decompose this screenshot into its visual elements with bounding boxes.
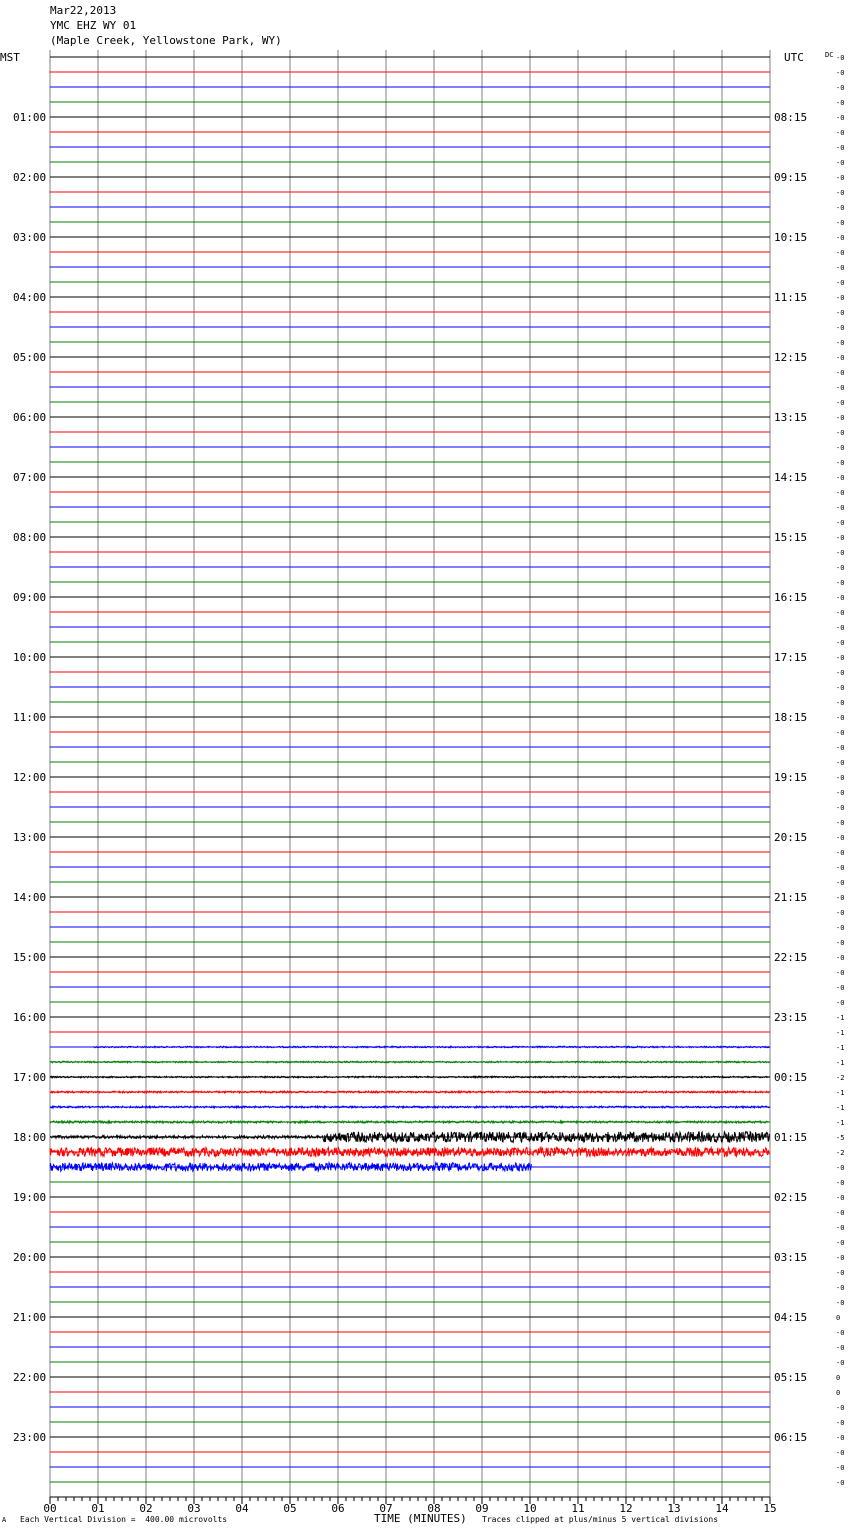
scale-note: Each Vertical Division = 400.00 microvolts (20, 1515, 228, 1524)
dc-offset-label: -1 (836, 1119, 845, 1127)
dc-offset-label: -0 (836, 144, 845, 152)
mst-hour-label: 10:00 (13, 651, 47, 664)
mst-hour-label: 14:00 (13, 891, 47, 904)
dc-offset-label: -0 (836, 549, 845, 557)
dc-offset-label: -0 (836, 654, 845, 662)
dc-offset-label: -0 (836, 804, 845, 812)
x-tick-label: 03 (187, 1502, 201, 1515)
dc-offset-label: -0 (836, 939, 845, 947)
utc-hour-label: 13:15 (774, 411, 808, 424)
dc-offset-label: -0 (836, 909, 845, 917)
dc-offset-label: -1 (836, 1104, 845, 1112)
dc-offset-label: -0 (836, 1359, 845, 1367)
dc-offset-label: -0 (836, 189, 845, 197)
utc-hour-label: 10:15 (774, 231, 808, 244)
mst-hour-label: 09:00 (13, 591, 47, 604)
utc-hour-label: 20:15 (774, 831, 808, 844)
utc-hour-label: 15:15 (774, 531, 808, 544)
mst-hour-label: 07:00 (13, 471, 47, 484)
header-location: (Maple Creek, Yellowstone Park, WY) (50, 34, 282, 47)
x-tick-label: 15 (763, 1502, 777, 1515)
dc-offset-label: -0 (836, 564, 845, 572)
dc-offset-label: -0 (836, 669, 845, 677)
dc-offset-label: -0 (836, 264, 845, 272)
dc-offset-label: -0 (836, 414, 845, 422)
dc-offset-label: -0 (836, 849, 845, 857)
mst-hour-label: 20:00 (13, 1251, 47, 1264)
utc-hour-label: 00:15 (774, 1071, 808, 1084)
dc-offset-label: 0 (836, 1374, 841, 1382)
dc-offset-label: -0 (836, 384, 845, 392)
seismic-trace (50, 1106, 769, 1108)
dc-offset-label: -0 (836, 219, 845, 227)
x-tick-label: 09 (475, 1502, 489, 1515)
dc-offset-label: -0 (836, 369, 845, 377)
dc-offset-label: -0 (836, 1254, 845, 1262)
mst-hour-label: 02:00 (13, 171, 47, 184)
dc-offset-label: -0 (836, 1269, 845, 1277)
x-tick-label: 11 (571, 1502, 585, 1515)
dc-offset-label: -0 (836, 534, 845, 542)
dc-offset-label: -0 (836, 999, 845, 1007)
mst-hour-label: 21:00 (13, 1311, 47, 1324)
dc-offset-label: -1 (836, 1089, 845, 1097)
dc-offset-label: -0 (836, 639, 845, 647)
dc-offset-label: -0 (836, 1239, 845, 1247)
dc-offset-label: -1 (836, 1059, 845, 1067)
dc-offset-label: -0 (836, 69, 845, 77)
utc-hour-label: 06:15 (774, 1431, 808, 1444)
dc-offset-label: -0 (836, 84, 845, 92)
x-tick-label: 10 (523, 1502, 537, 1515)
dc-offset-label: -0 (836, 159, 845, 167)
x-tick-label: 07 (379, 1502, 393, 1515)
utc-hour-label: 09:15 (774, 171, 808, 184)
mst-hour-label: 06:00 (13, 411, 47, 424)
dc-offset-label: -0 (836, 1464, 845, 1472)
x-tick-label: 02 (139, 1502, 153, 1515)
dc-offset-label: -0 (836, 174, 845, 182)
clip-note: Traces clipped at plus/minus 5 vertical divisions (482, 1515, 719, 1524)
x-axis-title: TIME (MINUTES) (374, 1512, 467, 1525)
dc-offset-label: -0 (836, 1179, 845, 1187)
dc-offset-label: -0 (836, 789, 845, 797)
dc-offset-label: -0 (836, 609, 845, 617)
dc-offset-label: -0 (836, 1479, 845, 1487)
dc-offset-label: -0 (836, 234, 845, 242)
utc-hour-label: 05:15 (774, 1371, 808, 1384)
seismic-trace (50, 1163, 532, 1171)
dc-offset-label: -1 (836, 1044, 845, 1052)
mst-hour-label: 15:00 (13, 951, 47, 964)
dc-offset-label: -0 (836, 444, 845, 452)
mst-hour-label: 16:00 (13, 1011, 47, 1024)
dc-offset-label: -0 (836, 774, 845, 782)
mst-hour-label: 19:00 (13, 1191, 47, 1204)
dc-offset-label: -0 (836, 1209, 845, 1217)
mst-hour-label: 13:00 (13, 831, 47, 844)
seismic-trace (50, 1121, 769, 1123)
dc-header-label: DC (825, 51, 834, 59)
dc-offset-label: -0 (836, 984, 845, 992)
mst-hour-label: 03:00 (13, 231, 47, 244)
mst-hour-label: 17:00 (13, 1071, 47, 1084)
utc-hour-label: 16:15 (774, 591, 808, 604)
dc-offset-label: -5 (836, 1134, 845, 1142)
dc-offset-label: -0 (836, 114, 845, 122)
seismic-trace (50, 1132, 769, 1142)
dc-offset-label: -0 (836, 279, 845, 287)
mst-hour-label: 11:00 (13, 711, 47, 724)
dc-offset-label: -0 (836, 579, 845, 587)
mst-hour-label: 01:00 (13, 111, 47, 124)
utc-hour-label: 18:15 (774, 711, 808, 724)
dc-offset-label: -0 (836, 1404, 845, 1412)
dc-offset-label: -0 (836, 879, 845, 887)
utc-hour-label: 11:15 (774, 291, 808, 304)
dc-offset-label: -0 (836, 714, 845, 722)
utc-hour-label: 17:15 (774, 651, 808, 664)
dc-offset-label: -0 (836, 1284, 845, 1292)
dc-offset-label: -0 (836, 594, 845, 602)
dc-offset-label: -0 (836, 1299, 845, 1307)
header-station: YMC EHZ WY 01 (50, 19, 137, 32)
dc-offset-label: -0 (836, 1329, 845, 1337)
corner-mark: A (2, 1516, 7, 1524)
utc-hour-label: 01:15 (774, 1131, 808, 1144)
dc-offset-label: -0 (836, 519, 845, 527)
utc-hour-label: 02:15 (774, 1191, 808, 1204)
dc-offset-label: 0 (836, 1389, 841, 1397)
dc-offset-label: -0 (836, 699, 845, 707)
utc-hour-label: 08:15 (774, 111, 808, 124)
utc-hour-label: 14:15 (774, 471, 808, 484)
dc-offset-label: -1 (836, 1014, 845, 1022)
dc-offset-label: -0 (836, 399, 845, 407)
dc-offset-label: -0 (836, 99, 845, 107)
dc-offset-label: -0 (836, 129, 845, 137)
dc-offset-label: -2 (836, 1149, 845, 1157)
dc-offset-label: -0 (836, 204, 845, 212)
mst-hour-label: 23:00 (13, 1431, 47, 1444)
x-tick-label: 08 (427, 1502, 441, 1515)
utc-hour-label: 23:15 (774, 1011, 808, 1024)
mst-hour-label: 18:00 (13, 1131, 47, 1144)
left-zone-label: MST (0, 51, 20, 64)
dc-offset-label: -0 (836, 309, 845, 317)
x-tick-label: 05 (283, 1502, 297, 1515)
dc-offset-label: -0 (836, 744, 845, 752)
label-layer (13, 54, 844, 1515)
dc-offset-label: -0 (836, 729, 845, 737)
mst-hour-label: 05:00 (13, 351, 47, 364)
dc-offset-label: -0 (836, 54, 845, 62)
x-tick-label: 00 (43, 1502, 57, 1515)
dc-offset-label: -0 (836, 954, 845, 962)
mst-hour-label: 12:00 (13, 771, 47, 784)
x-tick-label: 01 (91, 1502, 105, 1515)
utc-hour-label: 03:15 (774, 1251, 808, 1264)
dc-offset-label: -0 (836, 429, 845, 437)
dc-offset-label: -0 (836, 294, 845, 302)
dc-offset-label: -0 (836, 1194, 845, 1202)
x-tick-label: 04 (235, 1502, 249, 1515)
dc-offset-label: -0 (836, 924, 845, 932)
utc-hour-label: 21:15 (774, 891, 808, 904)
dc-offset-label: -0 (836, 1224, 845, 1232)
x-tick-label: 06 (331, 1502, 345, 1515)
dc-offset-label: -0 (836, 834, 845, 842)
dc-offset-label: -0 (836, 324, 845, 332)
dc-offset-label: -0 (836, 504, 845, 512)
dc-offset-label: -0 (836, 339, 845, 347)
dc-offset-label: -0 (836, 249, 845, 257)
utc-hour-label: 19:15 (774, 771, 808, 784)
dc-offset-label: -0 (836, 969, 845, 977)
right-zone-label: UTC (784, 51, 804, 64)
dc-offset-label: -0 (836, 354, 845, 362)
mst-hour-label: 08:00 (13, 531, 47, 544)
dc-offset-label: -0 (836, 819, 845, 827)
dc-offset-label: -0 (836, 1344, 845, 1352)
dc-offset-label: -0 (836, 1434, 845, 1442)
utc-hour-label: 12:15 (774, 351, 808, 364)
dc-offset-label: -0 (836, 1449, 845, 1457)
mst-hour-label: 22:00 (13, 1371, 47, 1384)
dc-offset-label: -0 (836, 459, 845, 467)
header-date: Mar22,2013 (50, 4, 117, 17)
dc-offset-label: -0 (836, 759, 845, 767)
mst-hour-label: 04:00 (13, 291, 47, 304)
dc-offset-label: 0 (836, 1314, 841, 1322)
x-tick-label: 12 (619, 1502, 633, 1515)
dc-offset-label: -1 (836, 1029, 845, 1037)
utc-hour-label: 04:15 (774, 1311, 808, 1324)
utc-hour-label: 22:15 (774, 951, 808, 964)
dc-offset-label: -0 (836, 474, 845, 482)
dc-offset-label: -0 (836, 1164, 845, 1172)
dc-offset-label: -2 (836, 1074, 845, 1082)
dc-offset-label: -0 (836, 684, 845, 692)
x-tick-label: 13 (667, 1502, 681, 1515)
dc-offset-label: -0 (836, 624, 845, 632)
dc-offset-label: -0 (836, 489, 845, 497)
dc-offset-label: -0 (836, 1419, 845, 1427)
dc-offset-label: -0 (836, 864, 845, 872)
dc-offset-label: -0 (836, 894, 845, 902)
x-tick-label: 14 (715, 1502, 729, 1515)
trace-layer (50, 57, 770, 1482)
